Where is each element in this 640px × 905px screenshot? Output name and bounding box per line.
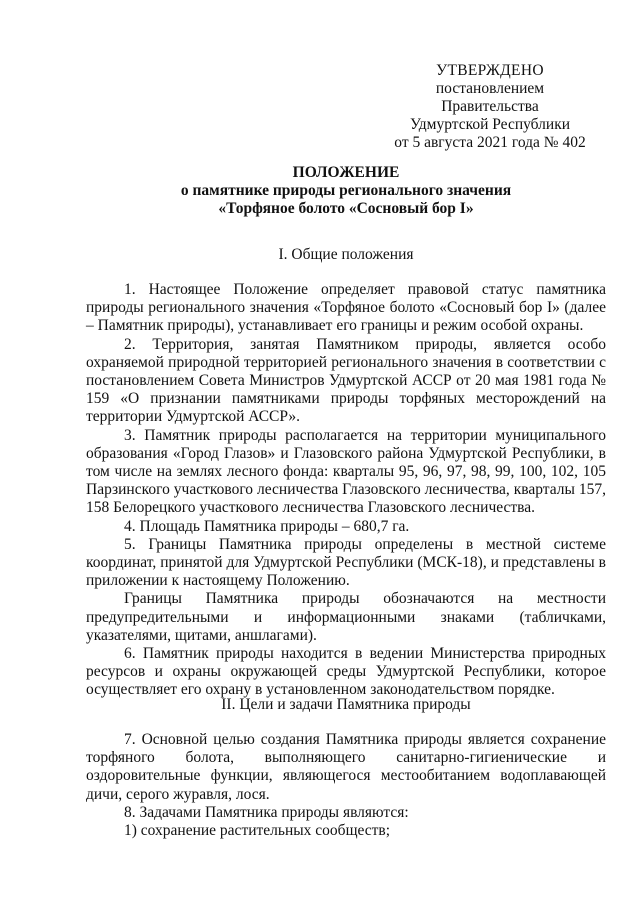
paragraph-1: 1. Настоящее Положение определяет правовой статус памятника природы регионального значения «Торфяное болото «Сосновый бор I» (далее – Памятник природы), устанавливает его границы и режим особой охраны. <box>86 281 606 335</box>
paragraph-2: 2. Территория, занятая Памятником природы, является особо охраняемой природной территорией регионального значения в соответствии с постановлением Совета Министров Удмуртской АССР от 20 мая 1981 года № 159 «О признании памятниками природы торфяных месторождений на территории Удмуртской АССР». <box>86 335 606 426</box>
document-title <box>86 164 606 218</box>
paragraph-3: 3. Памятник природы располагается на территории муниципального образования «Город Глазов» и Глазовского района Удмуртской Республики, в том числе на землях лесного фонда: кварталы 95, 96, 97, 98, 99, 100, 102, 105 Парзинского участкового лесничества Глазовского лесничества, кварталы 157, 158 Белорецкого участкового лесничества Глазовского лесничества. <box>86 426 606 517</box>
section-general-body <box>86 281 606 700</box>
section-goals-body <box>86 731 606 840</box>
paragraph-7: 7. Основной целью создания Памятника природы является сохранение торфяного болота, выполняющего санитарно-гигиенические и оздоровительные функции, являющегося местообитанием водоплавающей дичи, серого журавля, лося. <box>86 731 606 803</box>
title-line-2: о памятнике природы регионального значения <box>180 182 512 199</box>
approval-date-number: от 5 августа 2021 года № 402 <box>394 134 586 151</box>
approval-region: Удмуртской Республики <box>409 116 571 133</box>
section-heading-goals: II. Цели и задачи Памятника природы <box>221 696 471 713</box>
paragraph-6: 6. Памятник природы находится в ведении Министерства природных ресурсов и охраны окружающей среды Удмуртской Республики, которое осуществляет его охрану в установленном законодательством порядке. <box>86 645 606 699</box>
section-heading-general: I. Общие положения <box>278 246 414 263</box>
paragraph-8-item-1: 1) сохранение растительных сообществ; <box>124 822 391 840</box>
paragraph-5-boundaries: Границы Памятника природы обозначаются на местности предупредительными и информационными знаками (табличками, указателями, щитами, аншлагами). <box>86 590 606 644</box>
title-line-3: «Торфяное болото «Сосновый бор I» <box>218 200 474 217</box>
approval-issuer: постановлением Правительства <box>435 80 545 115</box>
title-line-1: ПОЛОЖЕНИЕ <box>292 164 400 181</box>
approval-heading: УТВЕРЖДЕНО <box>436 62 544 79</box>
approval-stamp <box>390 62 590 152</box>
paragraph-4: 4. Площадь Памятника природы – 680,7 га. <box>124 517 410 535</box>
paragraph-8: 8. Задачами Памятника природы являются: <box>124 803 409 821</box>
paragraph-5: 5. Границы Памятника природы определены в местной системе координат, принятой для Удмуртской Республики (МСК-18), и представлены в приложении к настоящему Положению. <box>86 535 606 590</box>
